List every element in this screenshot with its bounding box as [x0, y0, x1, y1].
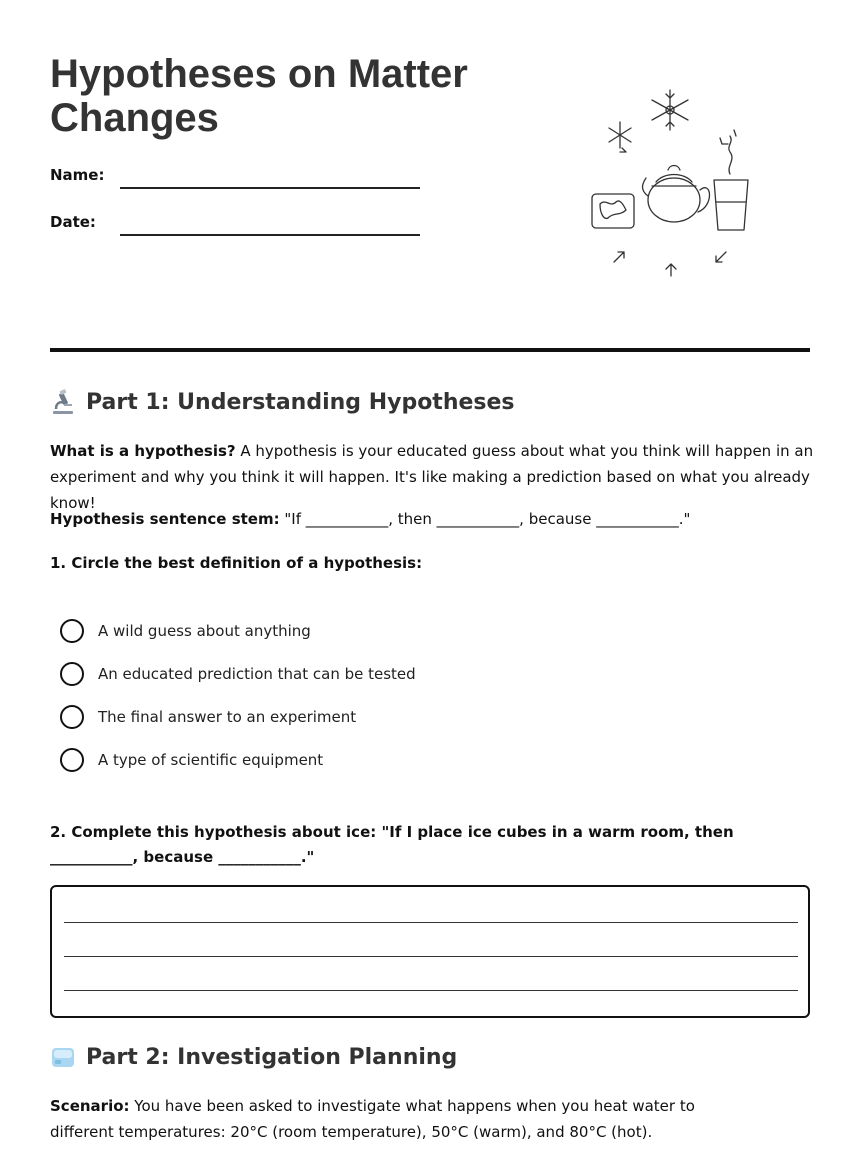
- hypothesis-definition: [50, 438, 820, 516]
- date-label: Date:: [50, 213, 96, 231]
- answer-line: [64, 956, 798, 957]
- page-title: Hypotheses on Matter Changes: [50, 52, 468, 140]
- teapot-icon: [643, 166, 710, 223]
- radio-circle[interactable]: [60, 705, 84, 729]
- date-field[interactable]: [120, 234, 420, 236]
- radio-circle[interactable]: [60, 662, 84, 686]
- scenario: [50, 1093, 750, 1145]
- part2-heading: [50, 1044, 457, 1070]
- ice-cube-icon: [50, 1044, 76, 1070]
- arrow-icons: [614, 252, 726, 276]
- question-2: 2. Complete this hypothesis about ice: "If I place ice cubes in a warm room, then ___________, because ___________.": [50, 823, 734, 866]
- scenario-text: You have been asked to investigate what happens when you heat water to different temperatures: 20°C (room temperature), 50°C (warm), and 80°C (hot).: [50, 1097, 695, 1141]
- scenario-label: Scenario:: [50, 1097, 130, 1115]
- q1-option-b[interactable]: [60, 661, 416, 687]
- hypothesis-definition-label: What is a hypothesis?: [50, 442, 236, 460]
- steam-icon: [720, 130, 736, 174]
- question-1: 1. Circle the best definition of a hypothesis:: [50, 554, 423, 572]
- hypothesis-definition-text: A hypothesis is your educated guess about what you think will happen in an experiment and why you think it will happen. It's like making a prediction based on what you already know!: [50, 442, 814, 512]
- q2-answer-box[interactable]: [50, 885, 810, 1018]
- q1-option-d[interactable]: [60, 747, 323, 773]
- q1-option-b-label: An educated prediction that can be tested: [98, 665, 416, 683]
- ice-cube-icon: [592, 194, 634, 228]
- q1-option-c-label: The final answer to an experiment: [98, 708, 357, 726]
- q1-option-a-label: A wild guess about anything: [98, 622, 311, 640]
- part1-heading-text: Part 1: Understanding Hypotheses: [86, 389, 515, 415]
- radio-circle[interactable]: [60, 619, 84, 643]
- glass-of-water-icon: [714, 180, 748, 230]
- part2-heading-text: Part 2: Investigation Planning: [86, 1044, 458, 1070]
- small-snowflake-icon: [609, 122, 631, 152]
- matter-changes-illustration: [580, 80, 770, 280]
- q1-option-d-label: A type of scientific equipment: [98, 751, 324, 769]
- name-field[interactable]: [120, 187, 420, 189]
- part1-heading: [50, 389, 515, 415]
- snowflake-icon: [652, 90, 688, 130]
- answer-line: [64, 922, 798, 923]
- q1-option-c[interactable]: [60, 704, 356, 730]
- sentence-stem-label: Hypothesis sentence stem:: [50, 510, 280, 528]
- name-label: Name:: [50, 166, 105, 184]
- sentence-stem: [50, 506, 820, 532]
- q1-option-a[interactable]: [60, 618, 311, 644]
- answer-line: [64, 990, 798, 991]
- microscope-icon: [50, 389, 76, 415]
- section-divider: [50, 348, 810, 352]
- radio-circle[interactable]: [60, 748, 84, 772]
- sentence-stem-text: "If ___________, then ___________, because ___________.": [279, 510, 691, 528]
